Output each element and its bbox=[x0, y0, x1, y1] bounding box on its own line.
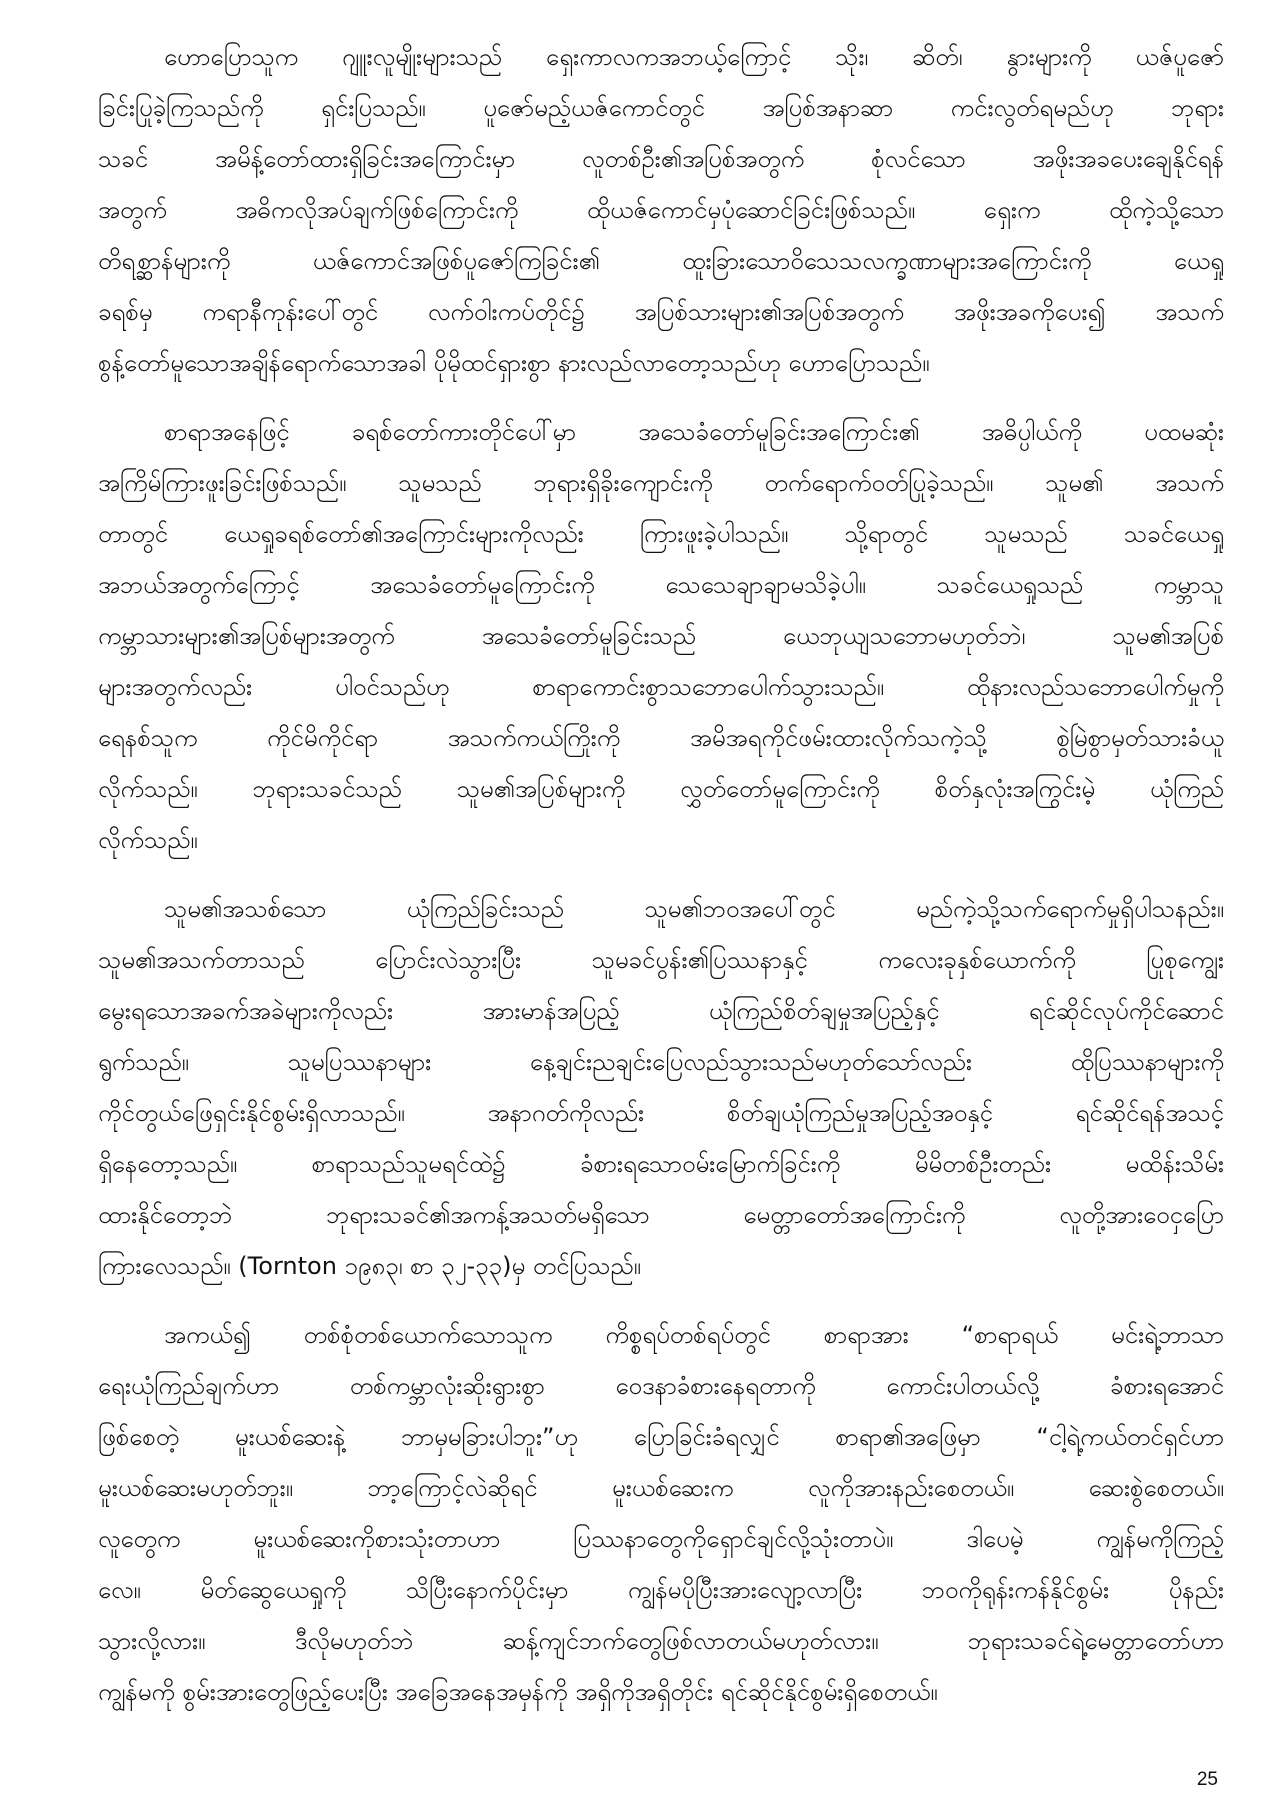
text-line: ကြားလေသည်။ (Tornton ၁၉၈၃၊ စာ ၃၂-၃၃)မှ တင်ပြသည်။ bbox=[98, 1252, 641, 1280]
text-line: မွေးရသောအခက်အခဲများကိုလည်း အားမာန်အပြည့် ယုံကြည်စိတ်ချမှုအပြည့်နှင့် ရင်ဆိုင်လုပ်ကိုင်ဆောင် bbox=[98, 997, 1224, 1025]
paragraph-1 bbox=[98, 32, 1224, 389]
text-line: လူတွေက မူးယစ်ဆေးကိုစားသုံးတာဟာ ပြဿနာတွေကိုရှောင်ချင်လို့သုံးတာပဲ။ ဒါပေမဲ့ ကျွန်မကိုကြည့် bbox=[98, 1525, 1224, 1553]
text-line: တိရစ္ဆာန်များကို ယဇ်ကောင်အဖြစ်ပူဇော်ကြခြင်း၏ ထူးခြားသောဝိသေသလက္ခဏာများအကြောင်းကို ယေရှု bbox=[98, 247, 1224, 275]
text-line: တာတွင် ယေရှုခရစ်တော်၏အကြောင်းများကိုလည်း ကြားဖူးခဲ့ပါသည်။ သို့ရာတွင် သူမသည် သခင်ယေရှု bbox=[98, 520, 1224, 548]
text-line: ဟောပြောသူက ဂျူးလူမျိုးများသည် ရှေးကာလကအဘယ့်ကြောင့် သိုး၊ ဆိတ်၊ နွားများကို ယဇ်ပူဇော် bbox=[164, 43, 1224, 71]
text-line: အဘယ်အတွက်ကြောင့် အသေခံတော်မူကြောင်းကို သေသေချာချာမသိခဲ့ပါ။ သခင်ယေရှုသည် ကမ္ဘာသူ bbox=[98, 571, 1224, 599]
text-line: ကိုင်တွယ်ဖြေရှင်းနိုင်စွမ်းရှိလာသည်။ အနာဂတ်ကိုလည်း စိတ်ချယုံကြည်မှုအပြည့်အဝနှင့် ရင်ဆိုင်ရန်အသင့် bbox=[98, 1099, 1224, 1127]
text-line: လေ။ မိတ်ဆွေယေရှုကို သိပြီးနောက်ပိုင်းမှာ ကျွန်မပိုပြီးအားလျော့လာပြီး ဘဝကိုရုန်းကန်နိုင်စွမ်း ပိုနည်း bbox=[98, 1576, 1224, 1604]
text-line: ရွက်သည်။ သူမပြဿနာများ နေ့ချင်းညချင်းပြေလည်သွားသည်မဟုတ်သော်လည်း ထိုပြဿနာများကို bbox=[98, 1048, 1224, 1076]
text-line: ခြင်းပြုခဲ့ကြသည်ကို ရှင်းပြသည်။ ပူဇော်မည့်ယဇ်ကောင်တွင် အပြစ်အနာဆာ ကင်းလွတ်ရမည်ဟု ဘုရား bbox=[98, 94, 1224, 122]
paragraph-2 bbox=[98, 407, 1224, 866]
text-line: သူမ၏အသက်တာသည် ပြောင်းလဲသွားပြီး သူမခင်ပွန်း၏ပြဿနာနှင့် ကလေးခုနှစ်ယောက်ကို ပြုစုကျွေး bbox=[98, 946, 1224, 974]
paragraph-4 bbox=[98, 1310, 1224, 1718]
text-line: လိုက်သည်။ ဘုရားသခင်သည် သူမ၏အပြစ်များကို လွှတ်တော်မူကြောင်းကို စိတ်နှလုံးအကြွင်းမဲ့ ယုံကြည် bbox=[98, 775, 1224, 803]
text-line: လိုက်သည်။ bbox=[98, 826, 198, 854]
text-line: များအတွက်လည်း ပါဝင်သည်ဟု စာရာကောင်းစွာသဘောပေါက်သွားသည်။ ထိုနားလည်သဘောပေါက်မှုကို bbox=[98, 673, 1224, 701]
text-line: ရှိနေတော့သည်။ စာရာသည်သူမရင်ထဲ၌ ခံစားရသောဝမ်းမြောက်ခြင်းကို မိမိတစ်ဦးတည်း မထိန်းသိမ်း bbox=[98, 1150, 1224, 1178]
text-line: ခရစ်မှ ကရာနီကုန်းပေါ်တွင် လက်ဝါးကပ်တိုင်၌ အပြစ်သားများ၏အပြစ်အတွက် အဖိုးအခကိုပေး၍ အသက် bbox=[98, 298, 1224, 326]
text-line: ထားနိုင်တော့ဘဲ ဘုရားသခင်၏အကန့်အသတ်မရှိသော မေတ္တာတော်အကြောင်းကို လူတို့အားဝေငှပြော bbox=[98, 1201, 1224, 1229]
text-line: စွန့်တော်မူသောအချိန်ရောက်သောအခါ ပိုမိုထင်ရှားစွာ နားလည်လာတော့သည်ဟု ဟောပြောသည်။ bbox=[98, 349, 930, 377]
text-line: အကြိမ်ကြားဖူးခြင်းဖြစ်သည်။ သူမသည် ဘုရားရှိခိုးကျောင်းကို တက်ရောက်ဝတ်ပြုခဲ့သည်။ သူမ၏ အသက် bbox=[98, 469, 1224, 497]
paragraph-3 bbox=[98, 884, 1224, 1292]
text-line: ကျွန်မကို စွမ်းအားတွေဖြည့်ပေးပြီး အခြေအနေအမှန်ကို အရှိကိုအရှိတိုင်း ရင်ဆိုင်နိုင်စွမ်းရှိစေတယ်။ bbox=[98, 1678, 938, 1706]
text-line: ကမ္ဘာသားများ၏အပြစ်များအတွက် အသေခံတော်မူခြင်းသည် ယေဘုယျသဘောမဟုတ်ဘဲ၊ သူမ၏အပြစ် bbox=[98, 622, 1224, 650]
text-line: သွားလို့လား။ ဒီလိုမဟုတ်ဘဲ ဆန့်ကျင်ဘက်တွေဖြစ်လာတယ်မဟုတ်လား။ ဘုရားသခင်ရဲ့မေတ္တာတော်ဟာ bbox=[98, 1627, 1224, 1655]
text-line: ရေးယုံကြည်ချက်ဟာ တစ်ကမ္ဘာလုံးဆိုးရွားစွာ ဝေဒနာခံစားနေရတာကို ကောင်းပါတယ်လို့ ခံစားရအောင် bbox=[98, 1372, 1224, 1400]
text-line: ရေနစ်သူက ကိုင်မိကိုင်ရာ အသက်ကယ်ကြိုးကို အမိအရကိုင်ဖမ်းထားလိုက်သကဲ့သို့ စွဲမြဲစွာမှတ်သားခံယူ bbox=[98, 724, 1224, 752]
page-number: 25 bbox=[1196, 1769, 1218, 1790]
text-line: စာရာအနေဖြင့် ခရစ်တော်ကားတိုင်ပေါ်မှာ အသေခံတော်မူခြင်းအကြောင်း၏ အဓိပ္ပါယ်ကို ပထမဆုံး bbox=[164, 418, 1224, 446]
text-line: သခင် အမိန့်တော်ထားရှိခြင်းအကြောင်းမှာ လူတစ်ဦး၏အပြစ်အတွက် စုံလင်သော အဖိုးအခပေးချေနိုင်ရန် bbox=[98, 145, 1224, 173]
text-line: ဖြစ်စေတဲ့ မူးယစ်ဆေးနဲ့ ဘာမှမခြားပါဘူး”ဟု ပြောခြင်းခံရလျှင် စာရာ၏အဖြေမှာ “ငါ့ရဲ့ကယ်တင်ရှင်ဟာ bbox=[98, 1423, 1224, 1451]
text-line: အတွက် အဓိကလိုအပ်ချက်ဖြစ်ကြောင်းကို ထိုယဇ်ကောင်မှပုံဆောင်ခြင်းဖြစ်သည်။ ရှေးက ထိုကဲ့သို့သော bbox=[98, 196, 1224, 224]
text-line: မူးယစ်ဆေးမဟုတ်ဘူး။ ဘာ့ကြောင့်လဲဆိုရင် မူးယစ်ဆေးက လူကိုအားနည်းစေတယ်။ ဆေးစွဲစေတယ်။ bbox=[98, 1474, 1224, 1502]
text-line: သူမ၏အသစ်သော ယုံကြည်ခြင်းသည် သူမ၏ဘဝအပေါ်တွင် မည်ကဲ့သို့သက်ရောက်မှုရှိပါသနည်း။ bbox=[164, 895, 1224, 923]
text-line: အကယ်၍ တစ်စုံတစ်ယောက်သောသူက ကိစ္စရပ်တစ်ရပ်တွင် စာရာအား “စာရာရယ် မင်းရဲ့ဘာသာ bbox=[164, 1321, 1224, 1349]
